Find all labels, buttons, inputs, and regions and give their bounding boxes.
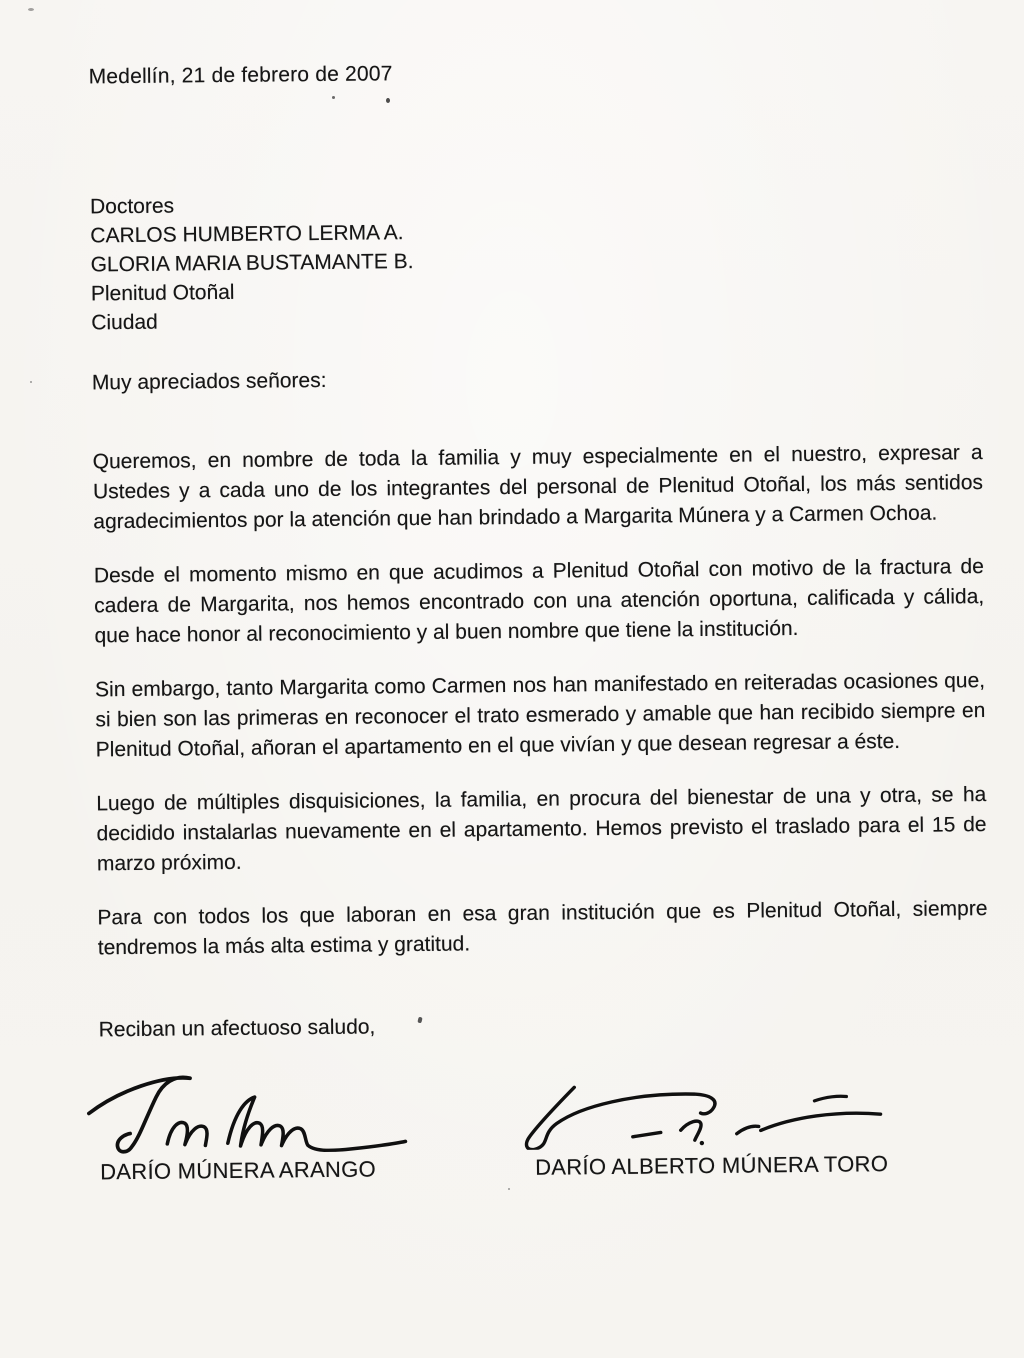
autograph-dario-alberto-munera-toro xyxy=(514,1078,895,1150)
signature-left xyxy=(99,1068,520,1186)
closing-line: Reciban un afectuoso saludo, xyxy=(98,1015,376,1042)
body-paragraph-4: Luego de múltiples disquisiciones, la familia, en procura del bienestar de una y otra, se ha decidido instalarlas nuevamente en el apartamento. Hemos previsto el traslado para el 15 de marzo próximo. xyxy=(96,783,987,876)
signature-right xyxy=(519,1077,990,1182)
recipient-institution: Plenitud Otoñal xyxy=(90,280,235,306)
body-paragraph-2: Desde el momento mismo en que acudimos a Plenitud Otoñal con motivo de la fractura de cadera de Margarita, nos hemos encontrado con una atención oportuna, calificada y cálida, que hace honor al reconocimiento y al buen nombre que tiene la institución. xyxy=(93,555,985,648)
date-line: Medellín, 21 de febrero de 2007 xyxy=(88,62,393,89)
salutation: Muy apreciados señores: xyxy=(91,368,327,395)
autograph-dario-munera-arango xyxy=(79,1069,415,1155)
body-paragraph-5: Para con todos los que laboran en esa gran institución que es Plenitud Otoñal, siempre tendremos la más alta estima y gratitud. xyxy=(97,897,988,960)
scan-speck xyxy=(332,96,335,99)
scan-speck xyxy=(28,8,34,11)
recipient-name-1: CARLOS HUMBERTO LERMA A. xyxy=(90,221,404,248)
body-paragraph-3: Sin embargo, tanto Margarita como Carmen nos han manifestado en reiteradas ocasiones que, si bien son las primeras en reconocer el trato esmerado y amable que han recibido siempre en Plenitud Otoñal, añoran el apartamento en el que vivían y que desean regresar a éste. xyxy=(94,669,986,762)
recipient-name-2: GLORIA MARIA BUSTAMANTE B. xyxy=(90,250,414,277)
recipient-city: Ciudad xyxy=(91,310,158,335)
signatory-name-1: DARÍO MÚNERA ARANGO xyxy=(100,1156,377,1185)
signatory-name-2: DARÍO ALBERTO MÚNERA TORO xyxy=(534,1151,889,1180)
scan-speck xyxy=(30,381,32,383)
recipient-title: Doctores xyxy=(89,194,175,219)
scan-speck xyxy=(508,1188,510,1190)
signature-block xyxy=(99,1063,990,1186)
recipient-block xyxy=(90,183,981,337)
scan-speck xyxy=(386,98,390,103)
body-paragraph-1: Queremos, en nombre de toda la familia y muy especialmente en el nuestro, expresar a Ustedes y a cada uno de los integrantes del personal de Plenitud Otoñal, los más sentidos agradecimientos por la atención que han brindado a Margarita Múnera y a Carmen Ochoa. xyxy=(92,441,984,534)
